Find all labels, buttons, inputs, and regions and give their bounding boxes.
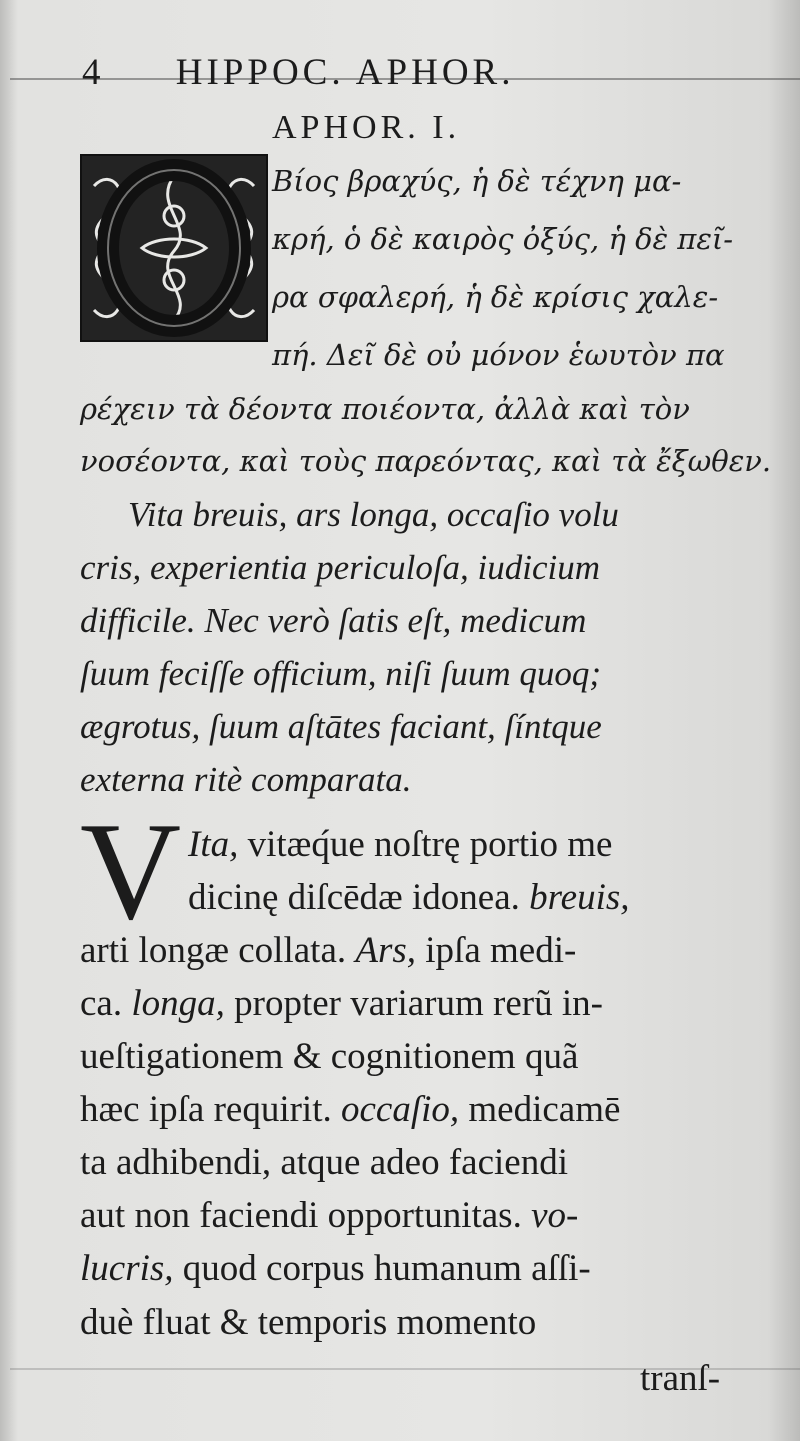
greek-line-1: Βίος βραχύς, ἡ δὲ τέχνη μα- — [272, 164, 682, 198]
initial-letter-v: V — [80, 794, 182, 949]
latin-line-6: externa ritè comparata. — [80, 760, 412, 799]
commentary-line-1 — [188, 818, 612, 871]
running-title: HIPPOC. APHOR. — [175, 52, 515, 93]
decorated-initial-o-icon — [80, 154, 268, 342]
catchword: tranſ- — [640, 1358, 721, 1399]
greek-line-6: νοσέοντα, καὶ τοὺς παρεόντας, καὶ τὰ ἔξωθεν. — [80, 444, 772, 478]
commentary-line-9 — [80, 1242, 591, 1295]
commentary-line-10 — [80, 1296, 536, 1349]
page-number: 4 — [82, 52, 105, 93]
text-run: quod corpus humanum aſſi- — [173, 1248, 591, 1289]
latin-line-4: ſuum feciſſe officium, niſi ſuum quoq; — [80, 654, 602, 693]
text-run: dicinę diſcēdæ idonea. — [188, 877, 530, 918]
text-run: duè fluat & temporis momento — [80, 1302, 537, 1343]
italic-lemma: vo- — [531, 1195, 579, 1236]
italic-lemma: occaſio, — [341, 1089, 460, 1130]
commentary-line-7 — [80, 1136, 568, 1189]
aphorism-heading: APHOR. I. — [272, 109, 461, 146]
text-run: medicamē — [459, 1089, 621, 1130]
text-run: arti longæ collata. — [80, 930, 356, 971]
running-head — [82, 50, 682, 96]
latin-line-1: Vita breuis, ars longa, occaſio volu — [128, 495, 619, 534]
text-run: ta adhibendi, atque adeo faciendi — [80, 1142, 568, 1183]
italic-lemma: Ita, — [188, 824, 239, 865]
text-run: ueſtigationem & cognitionem quã — [80, 1036, 579, 1077]
latin-line-2: cris, experientia periculoſa, iudicium — [80, 548, 601, 587]
text-run: aut non faciendi opportunitas. — [80, 1195, 532, 1236]
italic-lemma: lucris, — [80, 1248, 174, 1289]
text-run: hæc ipſa requirit. — [80, 1089, 341, 1130]
greek-line-2: κρή, ὁ δὲ καιρὸς ὀξύς, ἡ δὲ πεῖ- — [272, 222, 734, 256]
latin-line-3: difficile. Nec verò ſatis eſt, medicum — [80, 601, 587, 640]
text-run: propter variarum rerũ in- — [224, 983, 603, 1024]
commentary-line-3 — [80, 924, 576, 977]
commentary-line-4 — [80, 977, 603, 1030]
italic-lemma: Ars, — [355, 930, 417, 971]
greek-line-5: ρέχειν τὰ δέοντα ποιέοντα, ἀλλὰ καὶ τὸν — [80, 392, 690, 426]
text-run: ipſa medi- — [416, 930, 577, 971]
commentary-line-5 — [80, 1030, 578, 1083]
greek-line-3: ρα σφαλερή, ἡ δὲ κρίσις χαλε- — [272, 280, 719, 314]
commentary-line-6 — [80, 1083, 620, 1136]
commentary-line-8 — [80, 1189, 578, 1242]
italic-lemma: longa, — [131, 983, 225, 1024]
commentary-line-2 — [188, 871, 630, 924]
greek-line-4: πή. Δεῖ δὲ οὐ μόνον ἑωυτὸν πα — [272, 338, 725, 372]
italic-lemma: breuis, — [529, 877, 630, 918]
text-run: vitæq́ue noſtrę portio me — [238, 824, 613, 865]
text-run: ca. — [80, 983, 132, 1024]
latin-line-5: ægrotus, ſuum aſtātes faciant, ſíntque — [80, 707, 602, 746]
